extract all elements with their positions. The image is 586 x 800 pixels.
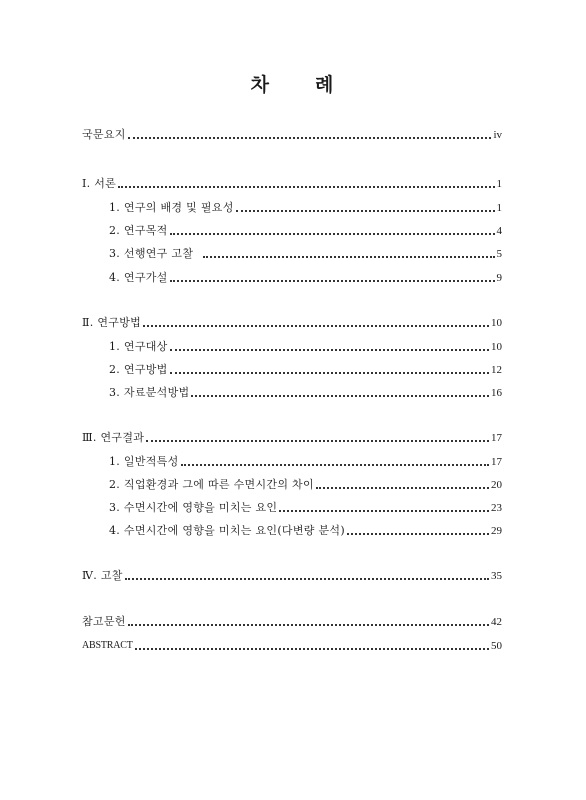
toc-label: 1. 연구대상 [109,340,168,353]
dot-leader [146,440,489,442]
toc-entry-3-3[interactable] [109,499,502,515]
toc-entry-1-1[interactable] [109,199,502,215]
toc-entry-1-4[interactable] [109,269,502,285]
toc-page-number: 9 [496,272,502,284]
toc-entry-references[interactable] [82,613,502,629]
toc-entry-chapter-1[interactable] [82,175,502,191]
dot-leader [128,624,489,626]
toc-label: 1. 연구의 배경 및 필요성 [109,201,234,214]
toc-label: Ⅰ. 서론 [82,177,117,190]
toc-entry-abstract-kr[interactable] [82,126,502,142]
dot-leader [125,578,489,580]
dot-leader [118,186,494,188]
toc-label: 2. 연구방법 [109,363,168,376]
toc-page-number: 10 [491,317,502,329]
toc-page-number: 20 [491,479,502,491]
toc-label: 1. 일반적특성 [109,455,179,468]
dot-leader [135,648,489,650]
toc-label: Ⅳ. 고찰 [82,569,123,582]
title-char-1: 차 [250,74,271,96]
toc-page-number: 23 [491,502,502,514]
toc-label: 4. 수면시간에 영향을 미치는 요인(다변량 분석) [109,524,345,537]
toc-page-number: 1 [496,202,502,214]
toc-label: 2. 직업환경과 그에 따른 수면시간의 차이 [109,478,314,491]
toc-entry-2-1[interactable] [109,338,502,354]
toc-page-number: 50 [491,640,502,652]
toc-page-number: 42 [491,616,502,628]
toc-label: 3. 선행연구 고찰 [109,247,194,260]
dot-leader [181,464,489,466]
toc-entry-abstract-en[interactable] [82,637,502,653]
toc-entry-chapter-2[interactable] [82,314,502,330]
toc-label: 3. 수면시간에 영향을 미치는 요인 [109,501,278,514]
toc-entry-2-3[interactable] [109,384,502,400]
dot-leader [203,256,494,258]
toc-entry-3-4[interactable] [109,522,502,538]
toc-label: 4. 연구가설 [109,271,168,284]
dot-leader [236,210,495,212]
toc-page-number: 12 [491,364,502,376]
toc-label: ABSTRACT [82,640,133,651]
dot-leader [170,233,495,235]
toc-entry-chapter-4[interactable] [82,567,502,583]
toc-page-number: 16 [491,387,502,399]
dot-leader [170,372,489,374]
toc-page-number: 10 [491,341,502,353]
title-char-2: 례 [315,74,336,96]
toc-entry-chapter-3[interactable] [82,429,502,445]
toc-label: 참고문헌 [82,615,126,628]
dot-leader [143,325,489,327]
dot-leader [316,487,489,489]
toc-label: Ⅱ. 연구방법 [82,316,142,329]
toc-page-number: iv [493,129,502,141]
toc-page-number: 17 [491,432,502,444]
dot-leader [128,137,492,139]
toc-label: Ⅲ. 연구결과 [82,431,145,444]
toc-entry-1-2[interactable] [109,222,502,238]
dot-leader [279,510,489,512]
page-title [0,70,586,97]
dot-leader [347,533,489,535]
dot-leader [170,349,489,351]
toc-label: 2. 연구목적 [109,224,168,237]
toc-entry-3-2[interactable] [109,476,502,492]
toc-page-number: 35 [491,570,502,582]
toc-entry-3-1[interactable] [109,453,502,469]
toc-page-number: 5 [496,248,502,260]
toc-page-number: 4 [496,225,502,237]
toc-label: 3. 자료분석방법 [109,386,190,399]
toc-entry-2-2[interactable] [109,361,502,377]
dot-leader [191,395,489,397]
toc-page-number: 1 [496,178,502,190]
toc-page-number: 29 [491,525,502,537]
toc-page-number: 17 [491,456,502,468]
toc-entry-1-3[interactable] [109,245,502,261]
dot-leader [170,280,495,282]
toc-label: 국문요지 [82,128,126,141]
